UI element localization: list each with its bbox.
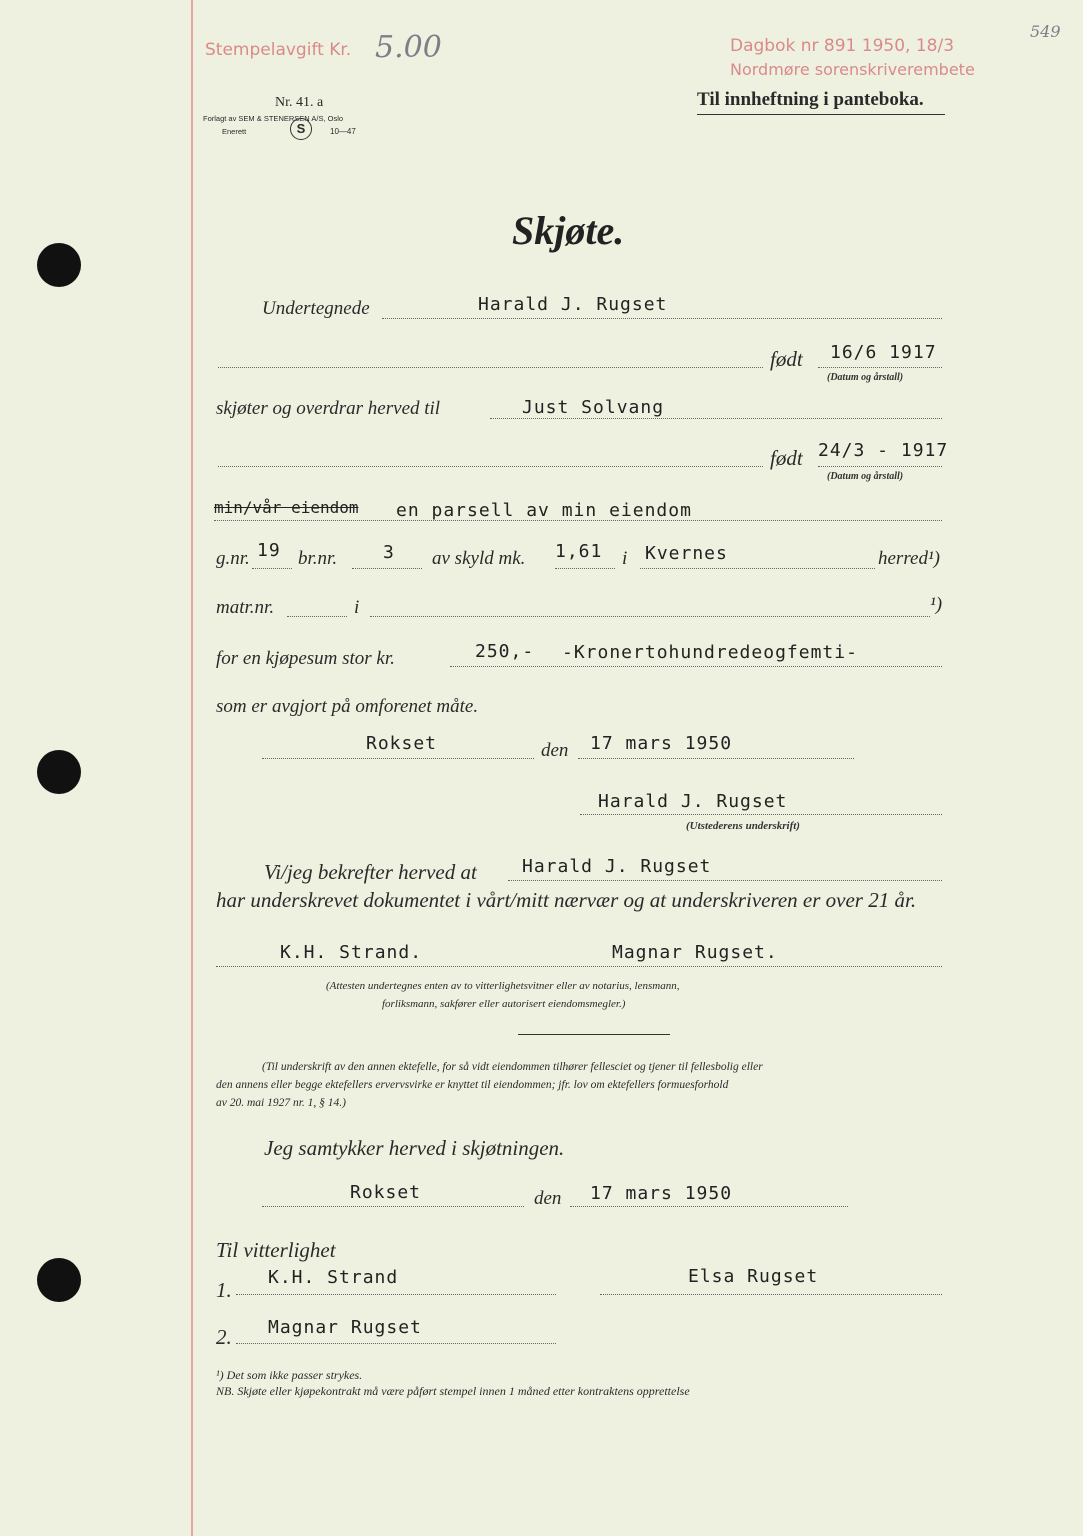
settled-label: som er avgjort på omforenet måte. bbox=[216, 696, 479, 717]
binder-hole-bottom bbox=[37, 1258, 81, 1302]
spouse-date: 17 mars 1950 bbox=[590, 1183, 733, 1204]
spouse-note-1: (Til underskrift av den annen ektefelle, for så vidt eiendommen tilhører fellesciet og tjener til fellesbolig eller bbox=[262, 1061, 763, 1073]
price-line bbox=[450, 666, 942, 667]
conveys-label: skjøter og overdrar herved til bbox=[216, 398, 441, 419]
filing-note-underline bbox=[697, 114, 945, 115]
page-number: 549 bbox=[1030, 22, 1061, 41]
matr-suffix: ¹) bbox=[930, 594, 943, 615]
issuer-signature: Harald J. Rugset bbox=[598, 791, 788, 812]
deed-date-line bbox=[578, 758, 854, 759]
seller-name: Harald J. Rugset bbox=[478, 294, 668, 315]
price-value: 250,- bbox=[475, 641, 535, 662]
publisher-logo: S bbox=[290, 118, 312, 140]
spouse-date-line bbox=[570, 1206, 848, 1207]
attest-caption-1: (Attesten undertegnes enten av to vitterlighetsvitner eller av notarius, lensmann, bbox=[326, 980, 680, 992]
seller-born-label: født bbox=[770, 347, 803, 371]
witness-item-1-number: 1. bbox=[216, 1278, 232, 1302]
herred-line bbox=[640, 568, 875, 569]
brnr-line bbox=[352, 568, 422, 569]
matr-i-line bbox=[370, 616, 930, 617]
gnr-value: 19 bbox=[257, 540, 281, 561]
seller-born-line bbox=[818, 367, 942, 368]
registry-line-1: Dagbok nr 891 1950, 18/3 bbox=[730, 36, 955, 56]
i-label: i bbox=[622, 548, 628, 569]
deed-place-line bbox=[262, 758, 534, 759]
witness-item-1-name: K.H. Strand bbox=[268, 1267, 399, 1288]
document-title: Skjøte. bbox=[512, 208, 625, 253]
deed-den-label: den bbox=[541, 740, 569, 761]
property-description: en parsell av min eiendom bbox=[396, 500, 692, 521]
gnr-line bbox=[252, 568, 292, 569]
seller-label: Undertegnede bbox=[262, 298, 370, 319]
filing-note: Til innheftning i panteboka. bbox=[697, 89, 924, 110]
publisher-code: 10—47 bbox=[330, 127, 356, 136]
brnr-value: 3 bbox=[383, 542, 395, 563]
witness-item-2-number: 2. bbox=[216, 1325, 232, 1349]
price-label: for en kjøpesum stor kr. bbox=[216, 648, 395, 669]
form-number: Nr. 41. a bbox=[275, 95, 324, 110]
seller-born: 16/6 1917 bbox=[830, 342, 937, 363]
attest-line-2: har underskrevet dokumentet i vårt/mitt nærvær og at underskriveren er over 21 år. bbox=[216, 888, 917, 912]
witness-item-2-line bbox=[236, 1343, 556, 1344]
witness-label: Til vitterlighet bbox=[216, 1238, 336, 1262]
attest-line-1-label: Vi/jeg bekrefter herved at bbox=[264, 860, 477, 884]
buyer-name: Just Solvang bbox=[522, 397, 665, 418]
deed-date: 17 mars 1950 bbox=[590, 733, 733, 754]
registry-line-2: Nordmøre sorenskriverembete bbox=[730, 60, 975, 79]
property-line bbox=[214, 520, 942, 521]
spouse-signature: Elsa Rugset bbox=[688, 1266, 819, 1287]
issuer-caption: (Utstederens underskrift) bbox=[686, 820, 800, 832]
skyld-value: 1,61 bbox=[555, 541, 603, 562]
attest-witness-1: K.H. Strand. bbox=[280, 942, 423, 963]
publisher-line-1: Forlagt av SEM & STENERSEN A/S, Oslo bbox=[203, 114, 344, 123]
footnote-1: ¹) Det som ikke passer strykes. bbox=[216, 1368, 363, 1382]
binder-hole-middle bbox=[37, 750, 81, 794]
stamp-fee-value: 5.00 bbox=[375, 30, 442, 65]
margin-line bbox=[191, 0, 193, 1536]
matr-label: matr.nr. bbox=[216, 597, 275, 618]
skyld-label: av skyld mk. bbox=[432, 548, 526, 569]
herred-label: herred¹) bbox=[878, 548, 940, 569]
stamp-fee-label: Stempelavgift Kr. bbox=[205, 40, 352, 60]
matr-i-label: i bbox=[354, 597, 360, 618]
seller-date-caption: (Datum og årstall) bbox=[827, 372, 904, 383]
publisher-line-2: Enerett bbox=[222, 127, 247, 136]
attest-caption-2: forliksmann, sakfører eller autorisert eiendomsmegler.) bbox=[382, 998, 626, 1010]
buyer-extra-line bbox=[218, 466, 763, 467]
binder-hole-top bbox=[37, 243, 81, 287]
spouse-note-2: den annens eller begge ektefellers ervervsvirke er knyttet til eiendommen; jfr. lov om ektefellers formuesforhold bbox=[216, 1079, 729, 1091]
issuer-signature-line bbox=[580, 814, 942, 815]
witness-item-1-line bbox=[236, 1294, 556, 1295]
matr-line bbox=[287, 616, 347, 617]
struck-text: min/vår eiendom bbox=[214, 498, 359, 517]
spouse-signature-line bbox=[600, 1294, 942, 1295]
attest-signer-name: Harald J. Rugset bbox=[522, 856, 712, 877]
buyer-born: 24/3 - 1917 bbox=[818, 440, 949, 461]
deed-place: Rokset bbox=[366, 733, 438, 754]
seller-extra-line bbox=[218, 367, 763, 368]
price-words: -Kronertohundredeogfemti- bbox=[562, 642, 858, 663]
spouse-note-3: av 20. mai 1927 nr. 1, § 14.) bbox=[216, 1097, 347, 1109]
spouse-consent: Jeg samtykker herved i skjøtningen. bbox=[264, 1136, 565, 1160]
section-divider bbox=[518, 1034, 670, 1035]
spouse-den-label: den bbox=[534, 1188, 562, 1209]
attest-witness-2: Magnar Rugset. bbox=[612, 942, 778, 963]
footnote-2: NB. Skjøte eller kjøpekontrakt må være påført stempel innen 1 måned etter kontraktens opprettelse bbox=[216, 1384, 690, 1398]
seller-line bbox=[382, 318, 942, 319]
gnr-label: g.nr. bbox=[216, 548, 250, 569]
attest-signer-line bbox=[508, 880, 942, 881]
herred-value: Kvernes bbox=[645, 543, 728, 564]
skyld-line bbox=[555, 568, 615, 569]
spouse-place-line bbox=[262, 1206, 524, 1207]
buyer-born-label: født bbox=[770, 446, 803, 470]
buyer-born-line bbox=[818, 466, 942, 467]
attest-witness-line bbox=[216, 966, 942, 967]
buyer-line bbox=[490, 418, 942, 419]
spouse-place: Rokset bbox=[350, 1182, 422, 1203]
buyer-date-caption: (Datum og årstall) bbox=[827, 471, 904, 482]
witness-item-2-name: Magnar Rugset bbox=[268, 1317, 422, 1338]
brnr-label: br.nr. bbox=[298, 548, 338, 569]
